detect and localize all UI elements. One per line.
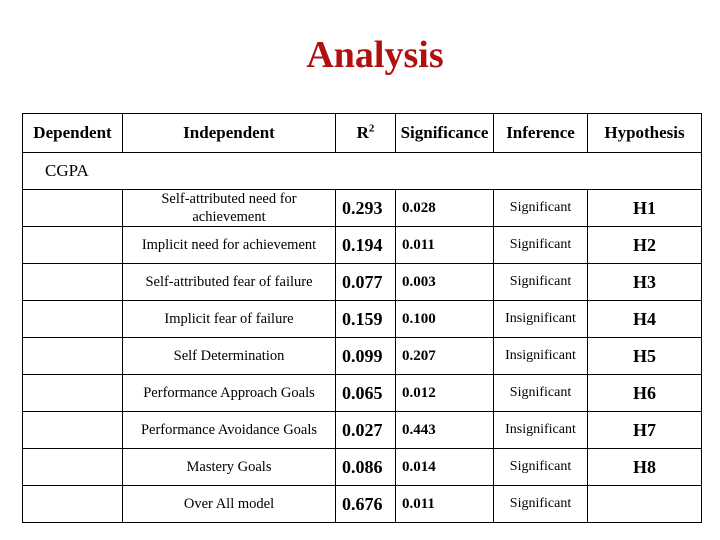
header-r2 — [336, 114, 396, 153]
dependent-cell — [23, 412, 123, 449]
significance-cell: 0.443 — [396, 412, 494, 449]
hypothesis-cell: H1 — [588, 190, 702, 227]
hypothesis-cell: H4 — [588, 301, 702, 338]
header-significance: Significance — [396, 114, 494, 153]
significance-cell: 0.011 — [396, 227, 494, 264]
inference-cell: Insignificant — [494, 301, 588, 338]
r2-cell: 0.194 — [336, 227, 396, 264]
inference-cell: Insignificant — [494, 412, 588, 449]
inference-cell: Significant — [494, 190, 588, 227]
dependent-cell — [23, 449, 123, 486]
header-inference: Inference — [494, 114, 588, 153]
hypothesis-cell: H3 — [588, 264, 702, 301]
page-title: Analysis — [306, 34, 444, 76]
header-dependent: Dependent — [23, 114, 123, 153]
table-row — [23, 227, 702, 264]
header-independent: Independent — [123, 114, 336, 153]
hypothesis-cell: H7 — [588, 412, 702, 449]
dependent-row — [23, 153, 702, 190]
independent-cell: Implicit need for achievement — [123, 227, 336, 264]
significance-cell: 0.011 — [396, 486, 494, 523]
inference-cell: Significant — [494, 375, 588, 412]
r2-cell: 0.293 — [336, 190, 396, 227]
r2-cell: 0.099 — [336, 338, 396, 375]
dependent-cell — [23, 301, 123, 338]
header-hypothesis: Hypothesis — [588, 114, 702, 153]
independent-cell: Performance Avoidance Goals — [123, 412, 336, 449]
header-r2-label: R — [356, 123, 369, 142]
significance-cell: 0.100 — [396, 301, 494, 338]
table-row — [23, 449, 702, 486]
independent-cell: Self-attributed need for achievement — [123, 190, 336, 227]
dependent-cell — [23, 227, 123, 264]
table-row — [23, 375, 702, 412]
r2-cell: 0.086 — [336, 449, 396, 486]
significance-cell: 0.207 — [396, 338, 494, 375]
table-row — [23, 412, 702, 449]
table-row — [23, 264, 702, 301]
dependent-variable: CGPA — [23, 153, 702, 190]
table-row — [23, 486, 702, 523]
r2-cell: 0.159 — [336, 301, 396, 338]
r2-cell: 0.027 — [336, 412, 396, 449]
r2-cell: 0.065 — [336, 375, 396, 412]
significance-cell: 0.012 — [396, 375, 494, 412]
dependent-cell — [23, 264, 123, 301]
hypothesis-cell: H5 — [588, 338, 702, 375]
hypothesis-cell: H2 — [588, 227, 702, 264]
hypothesis-cell — [588, 486, 702, 523]
dependent-cell — [23, 338, 123, 375]
dependent-cell — [23, 486, 123, 523]
inference-cell: Significant — [494, 264, 588, 301]
inference-cell: Significant — [494, 227, 588, 264]
inference-cell: Significant — [494, 449, 588, 486]
dependent-cell — [23, 375, 123, 412]
independent-cell: Performance Approach Goals — [123, 375, 336, 412]
header-r2-superscript: 2 — [368, 122, 375, 135]
independent-cell: Self Determination — [123, 338, 336, 375]
analysis-table — [22, 113, 702, 523]
inference-cell: Insignificant — [494, 338, 588, 375]
dependent-cell — [23, 190, 123, 227]
table-row — [23, 338, 702, 375]
significance-cell: 0.028 — [396, 190, 494, 227]
header-row — [23, 114, 702, 153]
r2-cell: 0.676 — [336, 486, 396, 523]
independent-cell: Self-attributed fear of failure — [123, 264, 336, 301]
table-row — [23, 190, 702, 227]
significance-cell: 0.014 — [396, 449, 494, 486]
significance-cell: 0.003 — [396, 264, 494, 301]
table-row — [23, 301, 702, 338]
r2-cell: 0.077 — [336, 264, 396, 301]
hypothesis-cell: H8 — [588, 449, 702, 486]
independent-cell: Mastery Goals — [123, 449, 336, 486]
inference-cell: Significant — [494, 486, 588, 523]
independent-cell: Over All model — [123, 486, 336, 523]
hypothesis-cell: H6 — [588, 375, 702, 412]
independent-cell: Implicit fear of failure — [123, 301, 336, 338]
